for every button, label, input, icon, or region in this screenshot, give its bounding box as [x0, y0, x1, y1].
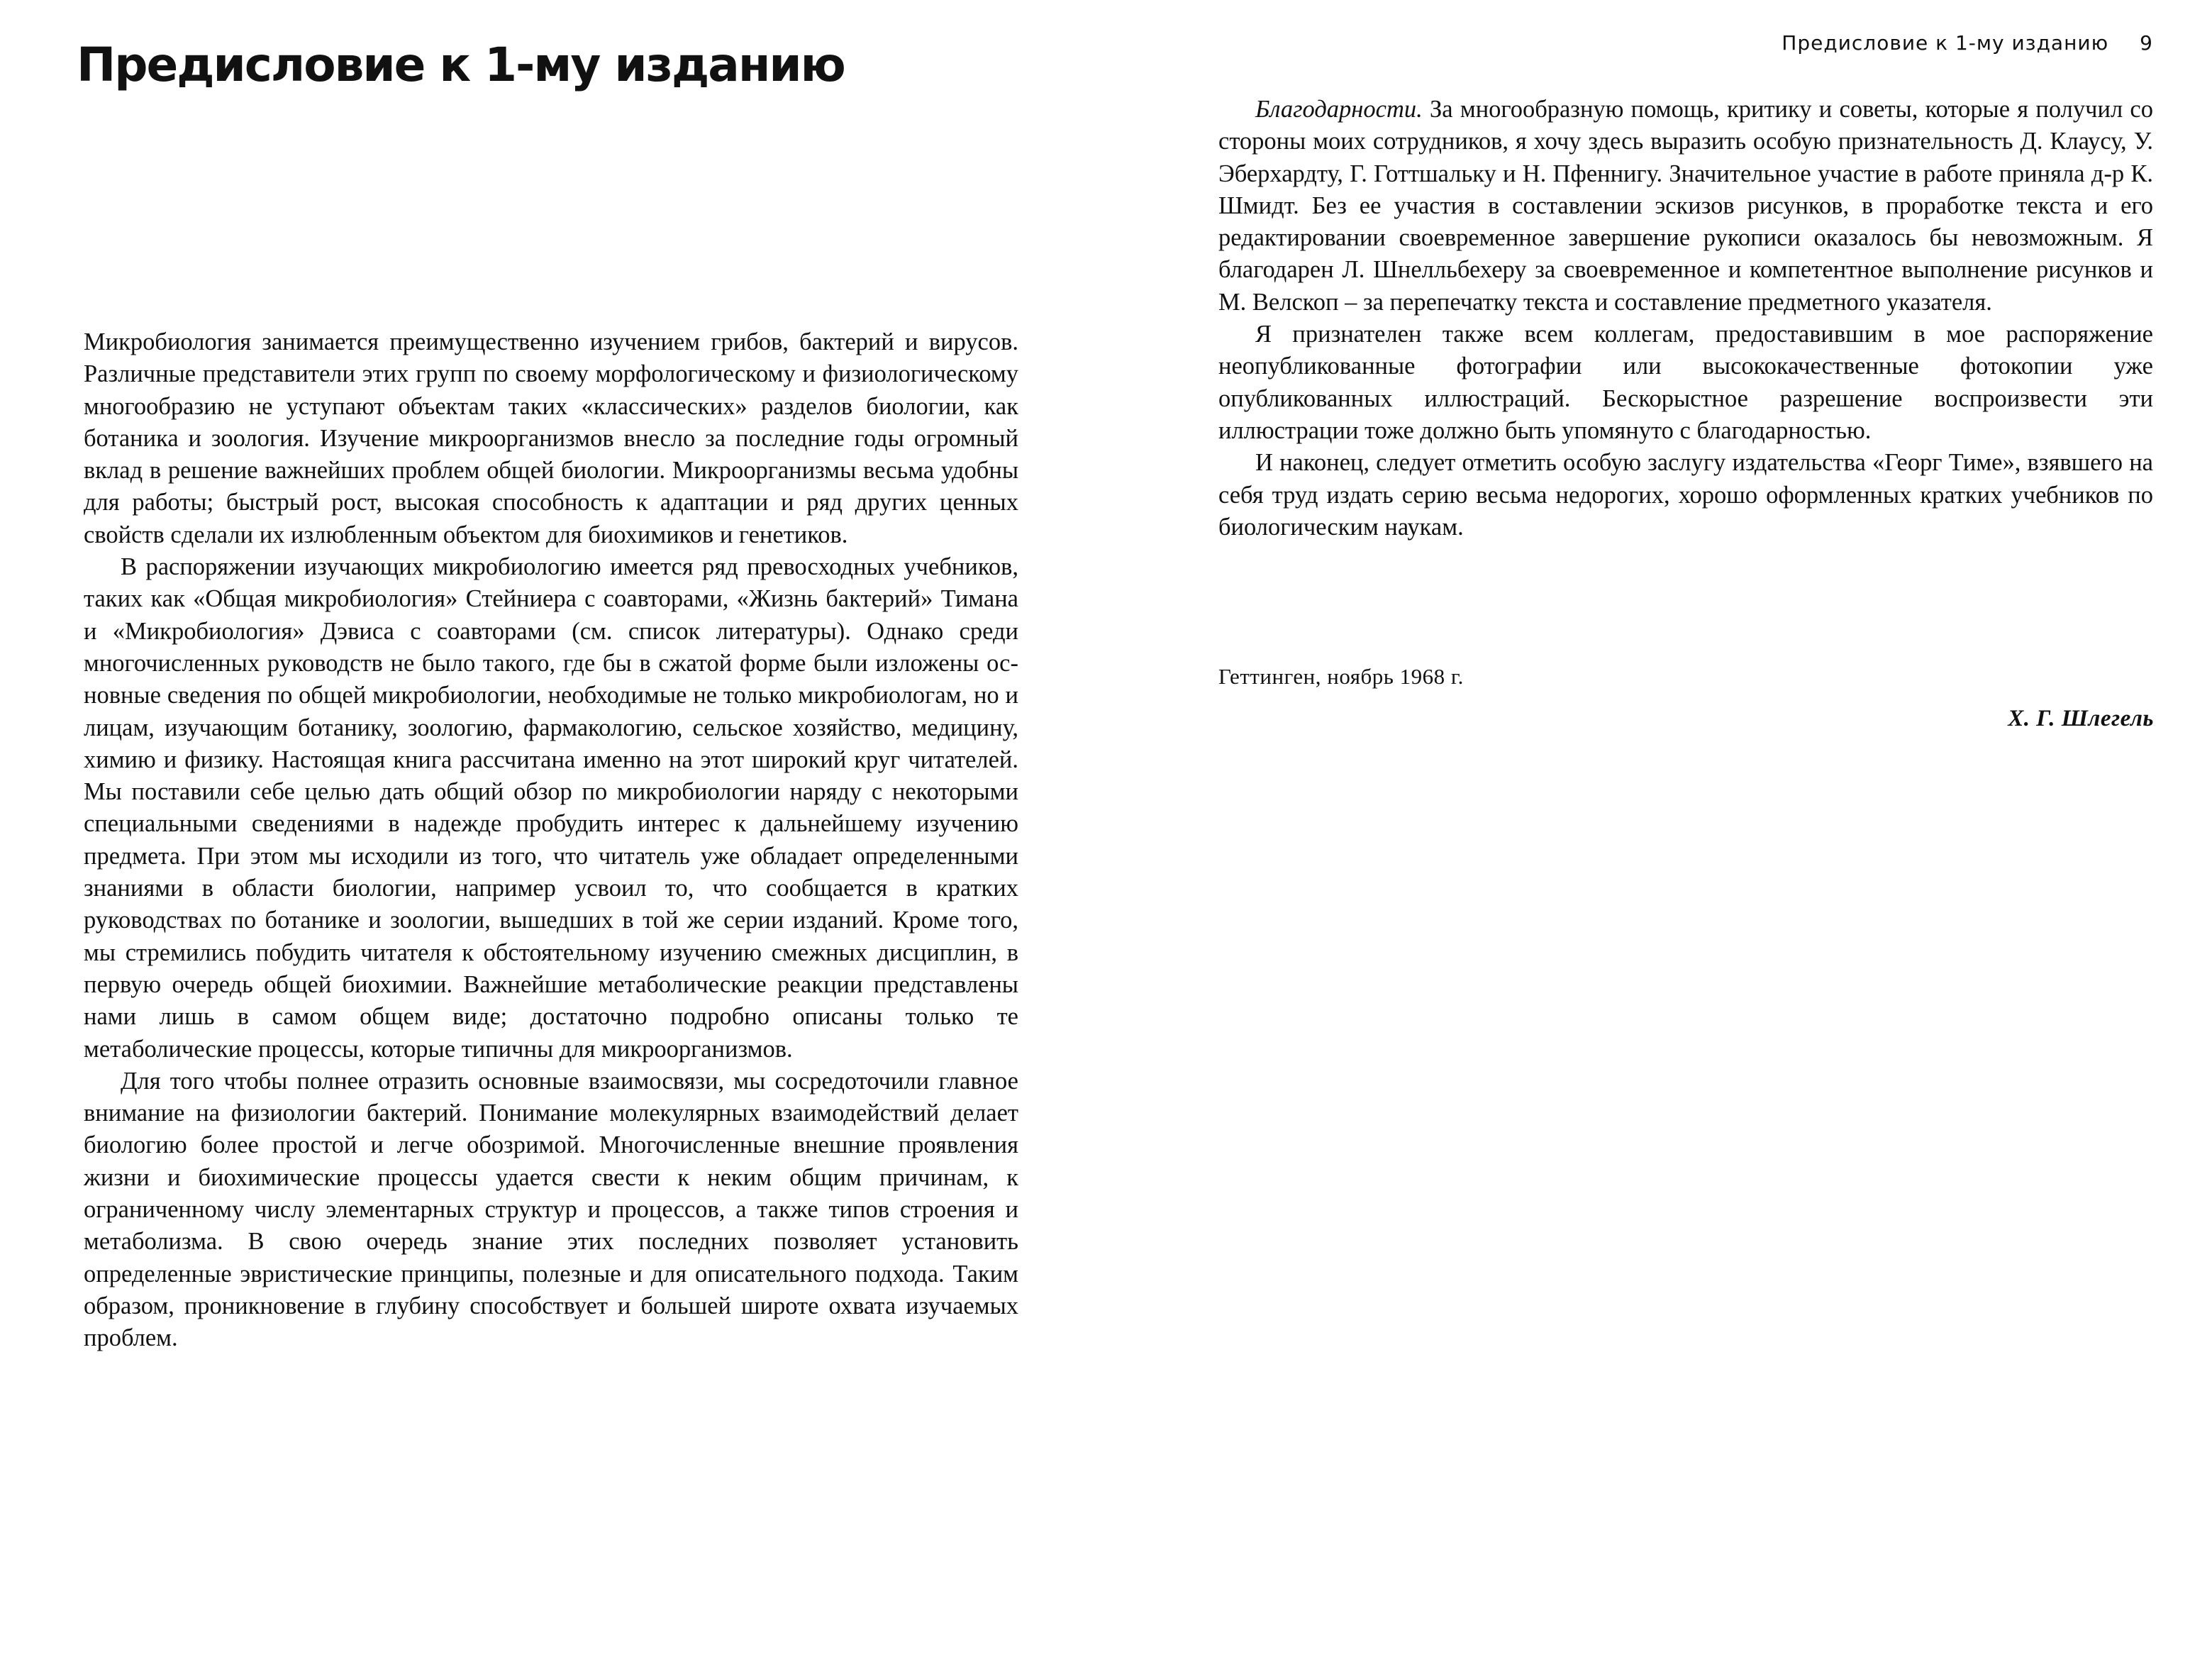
right-text-column: [1218, 94, 2153, 543]
acknowledgements-paragraph-1: [1218, 94, 2153, 319]
preface-paragraph-1: Микробиология занимается преимущественно изучением грибов, бактерий и вирусов. Различные представители этих групп по своему морфологическому и физиологическому многообразию не уступают объектам таких «классических» разделов биологии, как ботаника и зоология. Изучение микроорганизмов внесло за последние годы огромный вклад в решение важнейших проблем общей биологии. Микроорганизмы весьма удобны для работы; быстрый рост, высокая способность к адаптации и ряд других ценных свойств сделали их излюбленным объектом для биохимиков и генетиков.: [84, 328, 1018, 548]
preface-paragraph-3: Для того чтобы полнее отразить основные взаимосвязи, мы сосредоточили главное внимание на физиологии бактерий. Понимание молекулярных взаимодействий делает биологию более простой и легче обозримой. Многочисленные внешние проявления жизни и биохимические процессы удается свести к неким общим причинам, к ограниченному числу элементарных структур и процессов, а также типов строения и метаболизма. В свою очередь знание этих последних позволяет установить определенные эвристические принципы, полезные и для описательного подхода. Таким образом, проникновение в глубину способствует и большей широте охвата изучаемых проблем.: [84, 1067, 1018, 1352]
running-header-title: Предисловие к 1-му изданию: [1782, 31, 2109, 55]
right-page: [1106, 0, 2212, 1667]
acknowledgements-paragraph-3: И наконец, следует отметить особую заслугу издательства «Георг Тиме», взявшего на себя труд издать серию весьма недорогих, хорошо оформленных кратких учебников по биологическим наукам.: [1218, 449, 2153, 541]
place-date: Геттинген, ноябрь 1968 г.: [1218, 664, 1464, 689]
preface-paragraph-2: В распоряжении изучающих микробиологию имеется ряд превосходных учебников, таких как «Общая микробиология» Стейниера с соавторами, «Жизнь бактерий» Тимана и «Микробиология» Дэвиса с соавторами (см. список литературы). Однако среди многочисленных руководств не было такого, где бы в сжатой форме были изложены основные сведения по общей микробиологии, необходимые не только микробиологам, но и лицам, изучающим ботанику, зоологию, фармакологию, сельское хозяйство, медицину, химию и физику. Настоящая книга рассчитана именно на этот широкий круг читателей. Мы поставили себе целью дать общий обзор по микробиологии наряду с некоторыми специальными сведениями в надежде пробудить интерес к дальнейшему изучению предмета. При этом мы исходили из того, что читатель уже обладает определенными знаниями в области биологии, например усвоил то, что сообщается в кратких руководствах по ботанике и зоологии, вышедших в той же серии изданий. Кроме того, мы стремились побудить читателя к обстоятельному изучению смежных дисциплин, в первую очередь общей биохимии. Важнейшие метаболические реакции представлены нами лишь в самом общем виде; достаточно подробно описаны только те метаболические процессы, которые типичны для микроорганизмов.: [84, 553, 1018, 1063]
acknowledgements-lead: Благодарности.: [1255, 96, 1423, 123]
acknowledgements-paragraph-1-text: За многообразную помощь, критику и советы, которые я получил со стороны моих сотрудников, я хочу здесь выразить особую признательность Д. Клаусу, У. Эберхардту, Г. Готтшальку и Н. Пфеннигу. Значительное участие в работе приняла д-р К. Шмидт. Без ее участия в составлении эскизов рисунков, в проработке текста и его редактировании своевременное завершение рукописи оказалось бы невозможным. Я благодарен Л. Шнелльбехеру за своевременное и компетентное выполнение рисунков и М. Велскоп – за перепечатку текста и составление предметного указателя.: [1218, 96, 2153, 316]
author-signature: Х. Г. Шлегель: [2008, 706, 2154, 731]
page-number: 9: [2140, 31, 2153, 55]
acknowledgements-paragraph-2: Я признателен также всем коллегам, предоставившим в мое распоряжение неопубликованные фотографии или высококачественные фотокопии уже опубликованных иллюстраций. Бескорыстное разрешение воспроизвести эти иллюстрации тоже должно быть упомянуто с благодарностью.: [1218, 321, 2153, 444]
chapter-title: Предисловие к 1-му изданию: [77, 38, 845, 92]
running-header: [1763, 31, 2153, 55]
left-text-column: [84, 326, 1018, 1355]
